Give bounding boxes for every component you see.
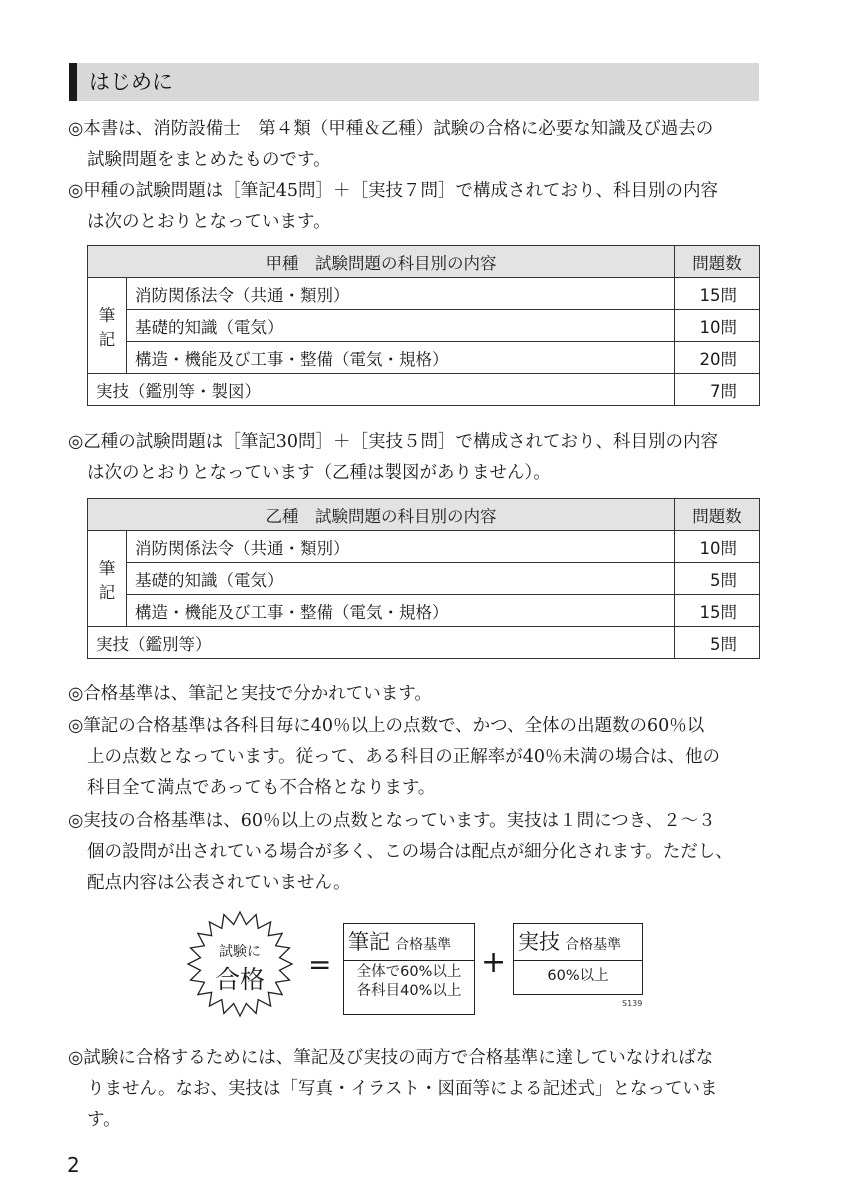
text-line: 試験問題をまとめたものです。 bbox=[87, 150, 331, 170]
section-title: はじめに bbox=[89, 70, 173, 94]
text-line: す。 bbox=[87, 1110, 121, 1130]
table-row bbox=[88, 627, 760, 659]
text-line: は次のとおりとなっています。 bbox=[87, 212, 331, 232]
burst-label-large: 合格 bbox=[214, 965, 265, 994]
hikki-criterion-overall: 全体で60%以上 bbox=[356, 964, 462, 980]
page-number: 2 bbox=[67, 1153, 80, 1177]
table-row bbox=[88, 278, 760, 310]
text-line: 科目全て満点であっても不合格となります。 bbox=[87, 778, 436, 798]
subject-cell-jitsugi: 実技（鑑別等・製図） bbox=[88, 374, 675, 406]
table-otsu bbox=[87, 498, 760, 659]
plus-sign: + bbox=[481, 945, 507, 980]
count-cell: 5問 bbox=[675, 627, 760, 659]
table-row bbox=[88, 374, 760, 406]
count-cell: 10問 bbox=[675, 310, 760, 342]
paragraph-hikki-criteria bbox=[68, 711, 768, 804]
text-line: ◎合格基準は、筆記と実技で分かれています。 bbox=[68, 684, 432, 704]
count-cell: 20問 bbox=[675, 342, 760, 374]
text-line: ◎筆記の合格基準は各科目毎に40％以上の点数で、かつ、全体の出題数の60％以 bbox=[68, 716, 705, 736]
equals-sign: = bbox=[308, 948, 332, 981]
paragraph-intro bbox=[68, 114, 768, 176]
text-line: 配点内容は公表されていません。 bbox=[87, 873, 351, 893]
text-line: は次のとおりとなっています（乙種は製図がありません）。 bbox=[87, 463, 551, 483]
text-line: ◎甲種の試験問題は［筆記45問］＋［実技７問］で構成されており、科目別の内容 bbox=[68, 181, 719, 201]
text-line: ◎本書は、消防設備士 第４類（甲種＆乙種）試験の合格に必要な知識及び過去の bbox=[68, 119, 714, 139]
count-cell: 15問 bbox=[675, 595, 760, 627]
table-header-count: 問題数 bbox=[675, 499, 760, 531]
subject-cell: 消防関係法令（共通・類別） bbox=[127, 278, 675, 310]
table-row bbox=[88, 563, 760, 595]
text-line: 個の設問が出されている場合が多く、この場合は配点が細分化されます。ただし、 bbox=[87, 842, 733, 862]
table-row bbox=[88, 595, 760, 627]
jitsugi-criteria-label: 合格基準 bbox=[565, 937, 622, 953]
pass-criteria-diagram bbox=[175, 908, 655, 1018]
jitsugi-label: 実技 bbox=[518, 930, 560, 954]
table-row bbox=[88, 342, 760, 374]
header-accent-bar bbox=[69, 63, 77, 101]
text-line: ◎実技の合格基準は、60％以上の点数となっています。実技は１問につき、２〜３ bbox=[68, 811, 716, 831]
text-line: ◎試験に合格するためには、筆記及び実技の両方で合格基準に達していなければな bbox=[68, 1048, 714, 1068]
figure-code: S139 bbox=[622, 999, 643, 1008]
count-cell: 15問 bbox=[675, 278, 760, 310]
subject-cell: 構造・機能及び工事・整備（電気・規格） bbox=[127, 342, 675, 374]
text-line: りません。なお、実技は「写真・イラスト・図面等による記述式」となっていま bbox=[87, 1079, 718, 1099]
section-header bbox=[69, 63, 759, 101]
category-hikki: 筆記 bbox=[88, 278, 127, 374]
subject-cell: 基礎的知識（電気） bbox=[127, 563, 675, 595]
burst-label-small: 試験に bbox=[219, 944, 261, 960]
hikki-label: 筆記 bbox=[348, 930, 390, 954]
jitsugi-criteria-box bbox=[513, 923, 643, 995]
table-kou bbox=[87, 245, 760, 406]
paragraph-jitsugi-criteria bbox=[68, 806, 768, 899]
paragraph-kou-overview bbox=[68, 176, 768, 238]
text-line: ◎乙種の試験問題は［筆記30問］＋［実技５問］で構成されており、科目別の内容 bbox=[68, 432, 719, 452]
paragraph-conclusion bbox=[68, 1043, 768, 1136]
jitsugi-criterion: 60%以上 bbox=[547, 968, 609, 984]
subject-cell: 基礎的知識（電気） bbox=[127, 310, 675, 342]
table-header-title: 甲種 試験問題の科目別の内容 bbox=[88, 246, 675, 278]
paragraph-pass-criteria bbox=[68, 679, 768, 710]
subject-cell: 構造・機能及び工事・整備（電気・規格） bbox=[127, 595, 675, 627]
count-cell: 7問 bbox=[675, 374, 760, 406]
count-cell: 5問 bbox=[675, 563, 760, 595]
subject-cell-jitsugi: 実技（鑑別等） bbox=[88, 627, 675, 659]
table-row bbox=[88, 310, 760, 342]
table-row bbox=[88, 531, 760, 563]
hikki-criteria-label: 合格基準 bbox=[395, 937, 452, 953]
subject-cell: 消防関係法令（共通・類別） bbox=[127, 531, 675, 563]
count-cell: 10問 bbox=[675, 531, 760, 563]
text-line: 上の点数となっています。従って、ある科目の正解率が40％未満の場合は、他の bbox=[87, 747, 721, 767]
category-hikki: 筆記 bbox=[88, 531, 127, 627]
table-header-title: 乙種 試験問題の科目別の内容 bbox=[88, 499, 675, 531]
paragraph-otsu-overview bbox=[68, 427, 768, 489]
hikki-criteria-box bbox=[343, 923, 475, 1015]
hikki-criterion-subject: 各科目40%以上 bbox=[356, 983, 462, 999]
table-header-count: 問題数 bbox=[675, 246, 760, 278]
